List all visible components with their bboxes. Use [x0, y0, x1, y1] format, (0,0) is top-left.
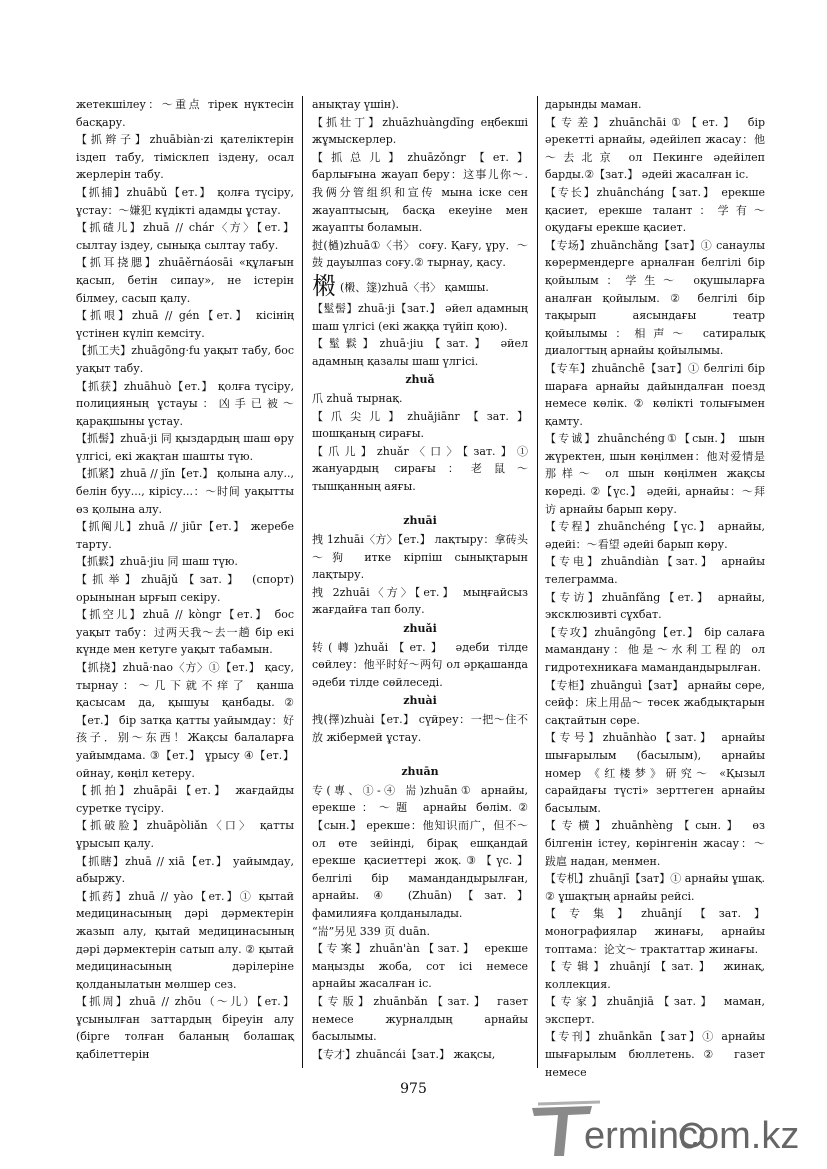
- syllable-heading: zhuān: [401, 765, 439, 779]
- dictionary-entry: 【专差】zhuānchāi①【ет.】 бір әрекетті арнайы, әдейілеп жасау：他～去北京 ол Пекинге әдейілеп барды.②【зат.】 әдейі жасалған іс.: [545, 115, 765, 182]
- dictionary-entry: [312, 272, 528, 300]
- dictionary-entry: 【抓碴儿】zhuā // chár〈方〉【ет.】 сылтау іздеу, сынықа сылтау табу.: [76, 221, 294, 252]
- dictionary-entry: 【专版】zhuānbǎn【зат.】 газет немесе журналдың арнайы басылымы.: [312, 994, 528, 1044]
- entry-continuation: дарынды маман.: [545, 98, 642, 111]
- column-divider: [537, 96, 538, 1068]
- dictionary-entry: 【爪儿】zhuǎr〈口〉【зат.】① жануардың сирағы：老鼠～ тышқанның аяғы.: [312, 444, 528, 493]
- dictionary-entry: 专(專、①-④ 耑)zhuān① арнайы, ерекше：～题 арнайы бөлім.②【сын.】 ерекше：他知识而广，但不～ ол өте зейінді, бірақ ешқандай ерекше қасиеттері жоқ.③【үс.】 белгілі бір мамандандырылған, арнайы. ④ (Zhuān)【зат.】 фамилияға қолданылады.: [312, 783, 528, 920]
- dictionary-entry: 【专访】zhuānfǎng【ет.】 арнайы, эксклюзивті сұхбат.: [545, 590, 765, 622]
- dictionary-entry: 【抓阄儿】zhuā // jiūr【ет.】 жеребе тарту.: [76, 520, 294, 551]
- dictionary-entry: 【专车】zhuānchē【зат】① белгілі бір шараға арнайы дайындалған поезд немесе көлік. ② көлікті толығымен қамту.: [545, 361, 765, 428]
- svg-text:ermincom.kz: ermincom.kz: [584, 1115, 800, 1157]
- dictionary-column-3: [545, 96, 765, 1079]
- page-number: 975: [400, 1081, 427, 1097]
- dictionary-entry: 【专家】zhuānjiā【зат.】 маман, эксперт.: [545, 995, 765, 1026]
- dictionary-entry: 【专辑】zhuānjí【зат.】 жинақ, коллекция.: [545, 960, 765, 991]
- dictionary-entry: 【专长】zhuāncháng【зат.】 ерекше қасиет, ерекше талант：学有～ оқудағы ерекше қасиет.: [545, 185, 765, 235]
- dictionary-entry: 【专攻】zhuāngōng【ет.】 бір салаға мамандану：他是～水利工程的 ол гидротехникаға мамандандырылған.: [545, 625, 765, 674]
- dictionary-entry: 【专诚】zhuānchéng①【сын.】 шын жүректен, шын көңілмен：他对爱情是那样～ ол шын көңілмен жақсы көреді. ②【үс.】 әдейі, арнайы：～拜访 арнайы барып көру.: [545, 432, 765, 516]
- dictionary-entry: 【专才】zhuāncái【зат.】 жақсы,: [312, 1047, 496, 1061]
- dictionary-entry: 【抓周】zhuā // zhōu（～儿）【ет.】 ұсынылған заттардың біреуін алу (бірге толған баланың болашақ қабілеттерін: [76, 995, 294, 1062]
- entry-text: (樧、篴)zhuā〈书〉 қамшы.: [340, 280, 489, 294]
- dictionary-entry: 【抓壮丁】zhuāzhuàngdīng еңбекші жұмыскерлер.: [312, 115, 528, 147]
- headword-large-char: 樧: [312, 271, 336, 300]
- dictionary-entry: 【髽鬏】zhuā·jiu【зат.】 әйел адамның қазалы шаш үлгісі.: [312, 337, 528, 368]
- dictionary-entry: 转(轉)zhuǎi【ет.】 әдеби тілде сөйлеу：他平时好～两句 ол әрқашанда әдеби тілде сөйлеседі.: [312, 640, 528, 689]
- dictionary-entry: 【抓药】zhuā // yào【ет.】① қытай медицинасының дәрі дәрмектерін жазып алу, қытай медицинасының дәрі дәрмектерін сатып алу. ② қытай медицинасының дәрілеріне қолданылатын мөлшер сез.: [76, 889, 294, 991]
- syllable-heading: zhuài: [403, 694, 437, 708]
- dictionary-entry: 【抓总儿】zhuāzǒngr【ет.】 барлығына жауап беру：这事儿你～. 我俩分管组织和宣传 мына іске сен жауаптысың, басқа екеуіне мен жауапты боламын.: [312, 150, 528, 235]
- syllable-heading: zhuǎi: [403, 622, 437, 636]
- dictionary-entry: 【专柜】zhuānguì【зат】 арнайы сөре, сейф：床上用品～ төсек жабдықтарын сақтайтын сөре.: [545, 678, 765, 727]
- dictionary-entry: 【抓紧】zhuā // jǐn【ет.】 қолына алу.., белін буу..., кірісу...：～时间 уақытты өз қолына алу.: [76, 467, 294, 516]
- dictionary-entry: 【抓空儿】zhuā // kòngr【ет.】 бос уақыт табу：过两天我～去一趟 бір екі күнде мен кетуге уақыт табамын.: [76, 608, 294, 657]
- dictionary-entry: 【抓工夫】zhuāgōng·fu уақыт табу, бос уақыт табу.: [76, 344, 294, 375]
- dictionary-entry: 【抓破脸】zhuāpòliǎn〈口〉 қатты ұрысып қалу.: [76, 819, 294, 850]
- dictionary-entry: 【专场】zhuānchǎng【зат】① санаулы көрермендерге арналған белгілі бір қойылым：学生～ оқушыларға аналған қойылым. ② белгілі бір тақырып аясындағы театр қойылымы：相声～ сатиралық диалогтың арнайы қойылымы.: [545, 238, 765, 358]
- dictionary-entry: 【爪尖儿】zhuǎjiānr【зат.】 шошқаның сирағы.: [312, 409, 528, 441]
- entry-continuation: “耑”另见 339 页 duān.: [312, 924, 430, 938]
- dictionary-entry: 爪 zhuǎ тырнақ.: [312, 391, 403, 405]
- dictionary-entry: 【抓髻】zhuā·ji 同 қыздардың шаш өру үлгісі, екі жақтан шашты түю.: [76, 432, 294, 463]
- dictionary-column-1: [76, 96, 294, 1066]
- dictionary-entry: 【髽髻】zhuā·ji【зат.】 әйел адамның шаш үлгісі (екі жаққа түйіп қою).: [312, 301, 528, 333]
- dictionary-entry: 【抓拍】zhuāpāi【ет.】 жағдайды суретке түсіру.: [76, 784, 294, 815]
- dictionary-entry: 【专机】zhuānjī【зат】① арнайы ұшақ. ② ұшақтың арнайы рейсі.: [545, 872, 765, 903]
- dictionary-entry: 【专集】zhuānjí【зат.】 монографиялар жинағы, арнайы топтама：论文～ трактаттар жинағы.: [545, 907, 765, 956]
- dictionary-entry: 【抓获】zhuāhuò【ет.】 қолға түсіру, полицияның ұстауы：凶手已被～ қарақшыны ұстау.: [76, 379, 294, 428]
- syllable-heading: zhuāi: [403, 514, 437, 528]
- dictionary-entry: 【专号】zhuānhào【зат.】 арнайы шығарылым (басылым), арнайы номер 《红楼梦》研究～ «Қызыл сарайдағы түсті» зерттеген арнайы басылым.: [545, 731, 765, 815]
- dictionary-entry: 拽 2zhuāi〈方〉【ет.】 мыңғайсыз жағдайға тап болу.: [312, 585, 528, 617]
- dictionary-entry: 【抓辫子】zhuābiàn·zi қателіктерін іздеп табу, тімісклеп іздену, осал жерлерін табу.: [76, 133, 294, 182]
- dictionary-entry: 【抓哏】zhuā // gén【ет.】 кісінің үстінен күліп кемсіту.: [76, 309, 294, 340]
- dictionary-entry: 挝(檛)zhuā①〈书〉 соғу. Қағу, ұру．～鼓 дауылпаз соғу.② тырнау, қасу.: [312, 238, 528, 270]
- entry-continuation: жетекшілеу：～重点 тірек нүктесін басқару.: [76, 98, 294, 129]
- dictionary-entry: 【专横】zhuānhèng【сын.】 өз білгенін істеу, көрінгенін жасау：～跋扈 надан, менмен.: [545, 819, 765, 868]
- dictionary-entry: 【专案】zhuān'àn【зат.】 ерекше маңызды жоба, сот ісі немесе арнайы жасалған іс.: [312, 942, 528, 991]
- dictionary-entry: 【抓挠】zhuā·nao〈方〉①【ет.】 қасу, тырнау：～几下就不痒了 қанша қасысам да, қышуы қанбады.②【ет.】 бір затқа қатты уайымдау：好孩子．别～东西！Жақсы балаларға уайымдама. ③【ет.】 ұрысу ④【ет.】 ойнау, көңіл кетеру.: [76, 661, 294, 780]
- dictionary-column-2: [312, 96, 528, 1066]
- dictionary-entry: 【专刊】zhuānkān【зат】① арнайы шығарылым бюллетень.② газет немесе: [545, 1030, 765, 1079]
- dictionary-entry: 【抓瞎】zhuā // xiā【ет.】 уайымдау, абыржу.: [76, 854, 294, 886]
- entry-continuation: анықтау үшін).: [312, 98, 400, 111]
- dictionary-entry: 【专程】zhuānchéng【үс.】 арнайы, әдейі：～看望 әдейі барып көру.: [545, 520, 765, 551]
- column-divider: [302, 96, 303, 1068]
- syllable-heading: zhuǎ: [405, 373, 435, 387]
- dictionary-entry: 【抓耳挠腮】zhuāěrnáosāi «құлағын қасып, бетін сипау», не істерін білмеу, сасып қалу.: [76, 256, 294, 305]
- watermark-logo: [530, 1100, 820, 1162]
- dictionary-entry: 【抓捕】zhuābǔ【ет.】 қолға түсіру, ұстау：～嫌犯 күдікті адамды ұстау.: [76, 185, 294, 217]
- dictionary-entry: 【抓鬏】zhuā·jiu 同 шаш түю.: [76, 555, 238, 569]
- dictionary-entry: 【抓举】zhuājǔ【зат.】 (спорт) орынынан ырғып секіру.: [76, 573, 294, 604]
- dictionary-entry: 拽 1zhuāi〈方〉【ет.】 лақтыру：拿砖头～狗 итке кірпіш сынықтарын лақтыру.: [312, 533, 528, 582]
- dictionary-entry: 拽(擇)zhuài【ет.】 сүйреу：一把～住不放 жібермей ұстау.: [312, 713, 528, 744]
- dictionary-entry: 【专电】zhuāndiàn【зат.】 арнайы телеграмма.: [545, 555, 765, 587]
